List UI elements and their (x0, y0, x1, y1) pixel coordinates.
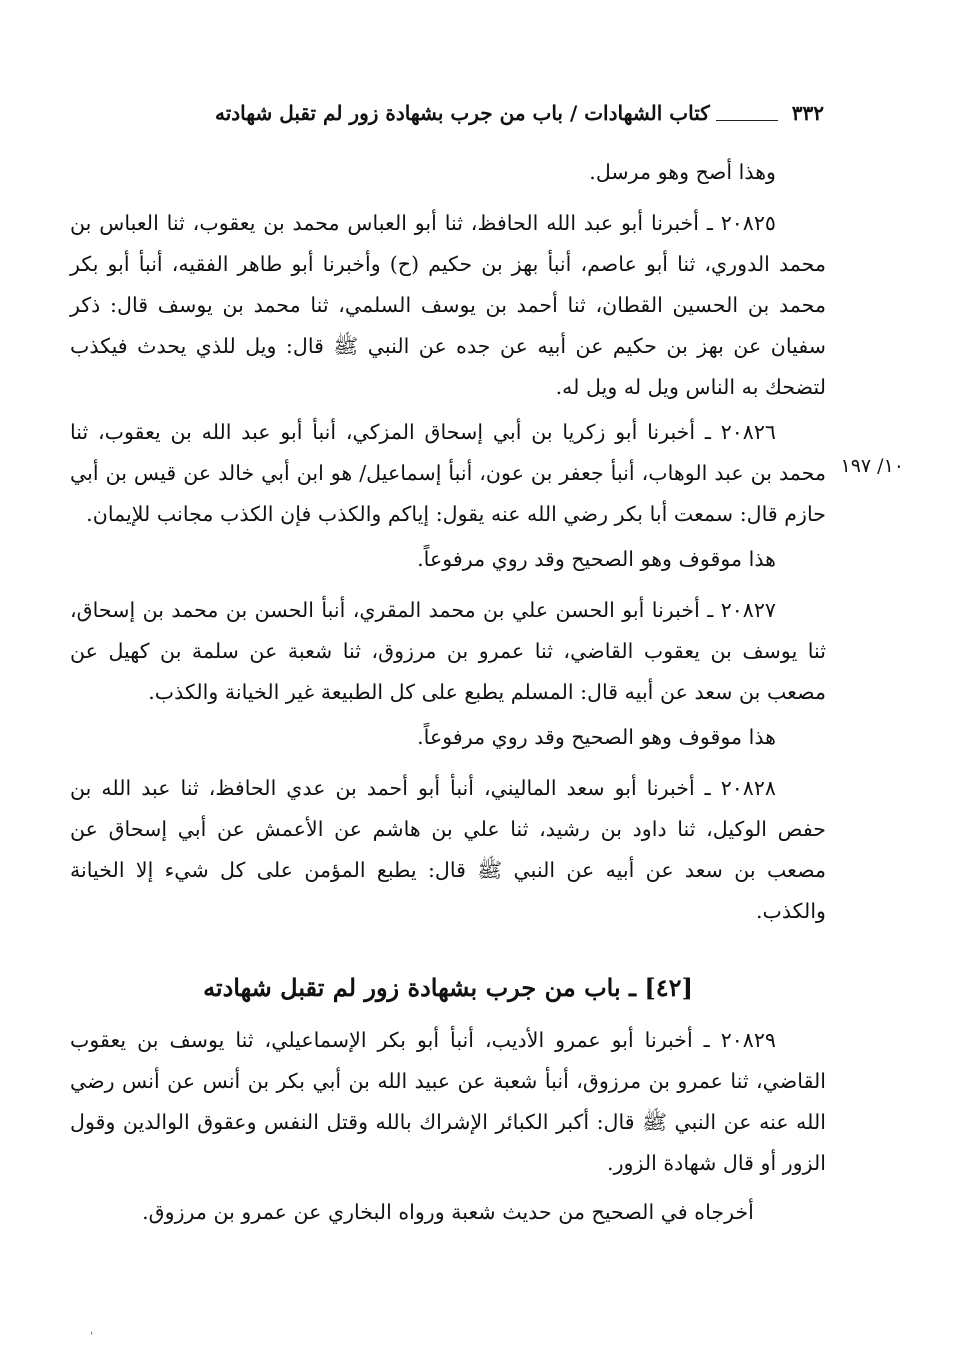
page-corner-mark: ˌ (90, 1322, 94, 1336)
header-title: كتاب الشهادات / باب من جرب بشهادة زور لم تقبل شهادته (214, 101, 710, 125)
header-rule (716, 120, 778, 121)
hadith-20825: ٢٠٨٢٥ ـ أخبرنا أبو عبد الله الحافظ، ثنا أبو العباس محمد بن يعقوب، ثنا العباس بن محمد الدوري، ثنا أبو عاصم، أنبأ بهز بن حكيم (ح) وأخبرنا أبو طاهر الفقيه، أنبأ أبو بكر محمد بن الحسين القطان، ثنا أحمد بن يوسف السلمي، ثنا محمد بن يوسف قال: ذكر سفيان عن بهز بن حكيم عن أبيه عن جده عن النبي ﷺ قال: ويل للذي يحدث فيكذب لتضحك به الناس ويل له ويل له. (70, 211, 826, 399)
main-text (70, 150, 826, 1233)
margin-volume-reference: ١٠/ ١٩٧ (840, 455, 904, 477)
intro-note: وهذا أصح وهو مرسل. (589, 160, 776, 184)
grading-note-2: هذا موقوف وهو الصحيح وقد روي مرفوعاً. (417, 725, 776, 749)
running-header (78, 96, 824, 130)
hadith-20826: ٢٠٨٢٦ ـ أخبرنا أبو زكريا بن أبي إسحاق المزكي، أنبأ أبو عبد الله بن يعقوب، ثنا محمد بن عبد الوهاب، أنبأ جعفر بن عون، أنبأ إسماعيل/ هو ابن أبي خالد عن قيس بن أبي حازم قال: سمعت أبا بكر رضي الله عنه يقول: إياكم والكذب فإن الكذب مجانب للإيمان. (70, 420, 826, 526)
hadith-20829: ٢٠٨٢٩ ـ أخبرنا أبو عمرو الأديب، أنبأ أبو بكر الإسماعيلي، ثنا يوسف بن يعقوب القاضي، ثنا عمرو بن مرزوق، أنبأ شعبة عن عبيد الله بن أبي بكر بن أنس عن أنس رضي الله عنه عن النبي ﷺ قال: أكبر الكبائر الإشراك بالله وقتل النفس وعقوق الوالدين وقول الزور أو قال شهادة الزور. (70, 1028, 826, 1175)
chapter-heading: [٤٢] ـ باب من جرب بشهادة زور لم تقبل شهادته (203, 973, 693, 1002)
grading-note-1: هذا موقوف وهو الصحيح وقد روي مرفوعاً. (417, 547, 776, 571)
hadith-20828: ٢٠٨٢٨ ـ أخبرنا أبو سعد الماليني، أنبأ أبو أحمد بن عدي الحافظ، ثنا عبد الله بن حفص الوكيل، ثنا داود بن رشيد، ثنا علي بن هاشم عن الأعمش عن أبي إسحاق عن مصعب بن سعد عن أبيه عن النبي ﷺ قال: يطبع المؤمن على كل شيء إلا الخيانة والكذب. (70, 776, 826, 923)
hadith-20827: ٢٠٨٢٧ ـ أخبرنا أبو الحسن علي بن محمد المقري، أنبأ الحسن بن محمد بن إسحاق، ثنا يوسف بن يعقوب القاضي، ثنا عمرو بن مرزوق، ثنا شعبة عن سلمة بن كهيل عن مصعب بن سعد عن أبيه قال: المسلم يطبع على كل الطبيعة غير الخيانة والكذب. (70, 598, 826, 704)
final-note: أخرجاه في الصحيح من حديث شعبة ورواه البخاري عن عمرو بن مرزوق. (142, 1200, 754, 1224)
page-number: ٣٣٢ (791, 101, 824, 125)
